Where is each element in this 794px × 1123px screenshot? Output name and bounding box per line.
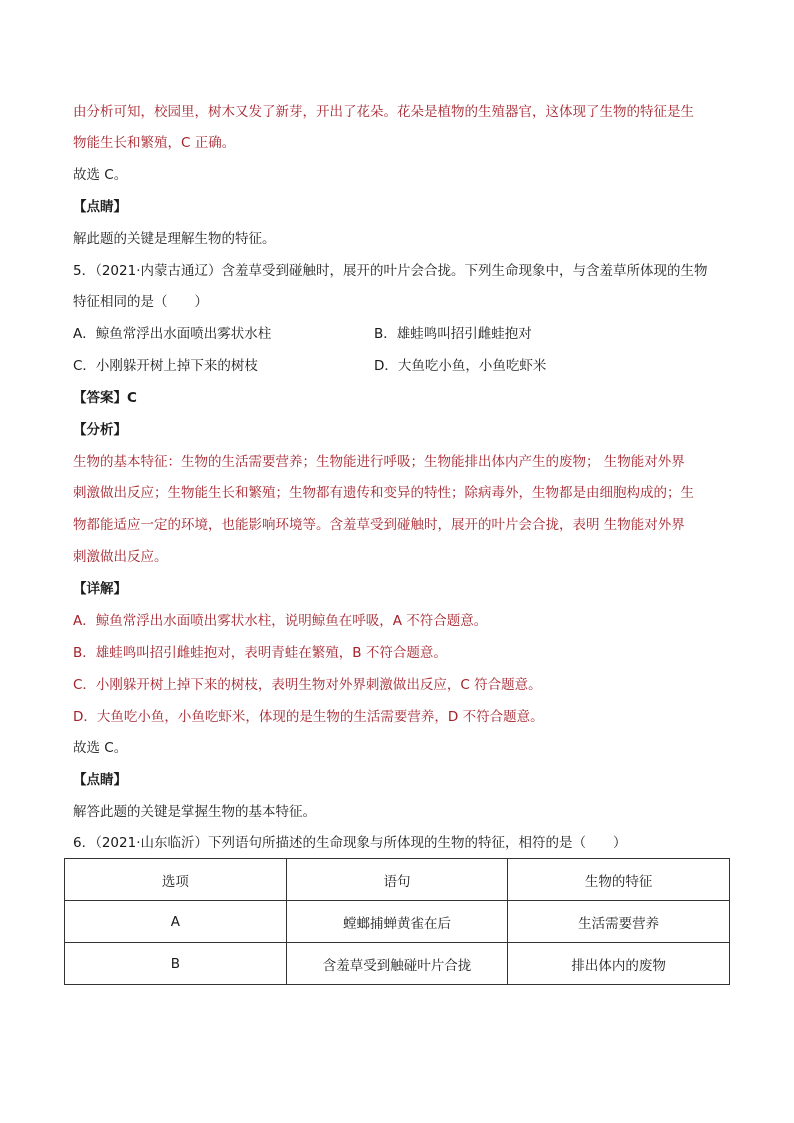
- q5-analysis-line-4: 刺激做出反应。: [73, 549, 168, 565]
- q5-detail-line-a: A．鲸鱼常浮出水面喷出雾状水柱，说明鲸鱼在呼吸，A 不符合题意。: [73, 613, 488, 629]
- table-header-row: [65, 859, 730, 901]
- q6-table: [64, 858, 730, 985]
- q5-detail-line-d: D．大鱼吃小鱼，小鱼吃虾米，体现的是生物的生活需要营养，D 不符合题意。: [73, 709, 544, 725]
- q6-stem: 6．（2021·山东临沂）下列语句所描述的生命现象与所体现的生物的特征，相符的是（ ）: [73, 835, 627, 851]
- prev-comment-text: 解此题的关键是理解生物的特征。: [73, 231, 276, 247]
- q5-option-b: B．雄蛙鸣叫招引雌蛙抱对: [374, 326, 532, 342]
- q5-analysis-line-2: 刺激做出反应；生物能生长和繁殖；生物都有遗传和变异的特性；除病毒外，生物都是由细胞构成的；生: [73, 485, 694, 501]
- table-header-cell: 选项: [65, 859, 287, 901]
- q5-detail-line-b: B．雄蛙鸣叫招引雌蛙抱对，表明青蛙在繁殖，B 不符合题意。: [73, 645, 447, 661]
- table-header-cell: 语句: [286, 859, 508, 901]
- q5-conclusion: 故选 C。: [73, 740, 128, 756]
- q5-analysis-line-3: 物都能适应一定的环境，也能影响环境等。含羞草受到碰触时，展开的叶片会合拢，表明 生物能对外界: [73, 517, 685, 533]
- table-cell: 含羞草受到触碰叶片合拢: [286, 943, 508, 985]
- table-cell: 螳螂捕蝉黄雀在后: [286, 901, 508, 943]
- q5-analysis-line-1: 生物的基本特征：生物的生活需要营养；生物能进行呼吸；生物能排出体内产生的废物； 生物能对外界: [73, 454, 685, 470]
- table-cell: 排出体内的废物: [508, 943, 730, 985]
- table-cell: A: [65, 901, 287, 943]
- table-cell: 生活需要营养: [508, 901, 730, 943]
- prev-analysis-line-2: 物能生长和繁殖，C 正确。: [73, 135, 236, 151]
- q5-comment-tag: 【点睛】: [73, 772, 127, 788]
- table-header-cell: 生物的特征: [508, 859, 730, 901]
- q5-option-c: C．小刚躲开树上掉下来的树枝: [73, 358, 258, 374]
- prev-conclusion: 故选 C。: [73, 167, 128, 183]
- table-row: [65, 943, 730, 985]
- q5-stem-line-1: 5．（2021·内蒙古通辽）含羞草受到碰触时，展开的叶片会合拢。下列生命现象中，与含羞草所体现的生物: [73, 263, 708, 279]
- prev-analysis-line-1: 由分析可知，校园里，树木又发了新芽，开出了花朵。花朵是植物的生殖器官，这体现了生物的特征是生: [73, 104, 694, 120]
- q5-stem-line-2: 特征相同的是（ ）: [73, 294, 208, 310]
- q5-detail-tag: 【详解】: [73, 581, 127, 597]
- q5-analysis-tag: 【分析】: [73, 422, 127, 438]
- q5-detail-line-c: C．小刚躲开树上掉下来的树枝，表明生物对外界刺激做出反应，C 符合题意。: [73, 677, 542, 693]
- q5-option-d: D．大鱼吃小鱼，小鱼吃虾米: [374, 358, 547, 374]
- table-row: [65, 901, 730, 943]
- table-cell: B: [65, 943, 287, 985]
- q5-answer: 【答案】C: [73, 390, 137, 406]
- prev-comment-tag: 【点睛】: [73, 199, 127, 215]
- q5-comment-text: 解答此题的关键是掌握生物的基本特征。: [73, 804, 316, 820]
- q5-option-a: A．鲸鱼常浮出水面喷出雾状水柱: [73, 326, 272, 342]
